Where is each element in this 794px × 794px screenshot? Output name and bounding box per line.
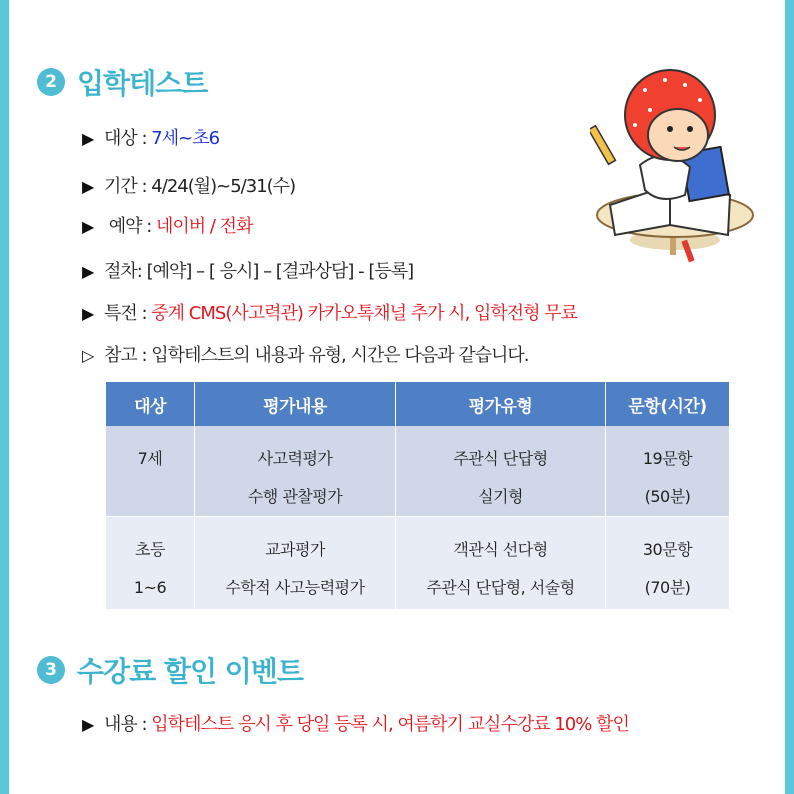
arrow-icon: ▶ [82, 262, 94, 281]
info-line-note [82, 341, 529, 367]
table-cell: 주관식 단답형 실기형 [396, 426, 606, 517]
line-label: 참고 : [104, 345, 152, 366]
line-value: [예약] – [ 응시] – [결과상담] - [등록] [146, 261, 414, 282]
table-cell: 사고력평가 수행 관찰평가 [195, 426, 396, 517]
info-line-reservation [82, 212, 252, 238]
info-line-period [82, 172, 295, 198]
table-cell: 30문항 (70분) [606, 517, 730, 610]
section-number-badge: 2 [37, 68, 65, 96]
line-label: 내용 : [104, 714, 152, 735]
info-line-target [82, 124, 219, 150]
event-detail-line [82, 710, 629, 736]
section-3-heading [37, 650, 303, 690]
line-label: 대상 : [104, 128, 152, 149]
line-label: 특전 : [104, 303, 152, 324]
arrow-icon: ▶ [82, 304, 94, 323]
table-cell: 19문항 (50분) [606, 426, 730, 517]
table-cell: 7세 [106, 426, 195, 517]
table-row [106, 517, 729, 610]
line-label: 예약 : [104, 216, 157, 237]
table-row [106, 426, 729, 517]
table-cell: 초등 1~6 [106, 517, 195, 610]
column-header: 문항(시간) [606, 382, 730, 426]
line-label: 기간 : [104, 176, 152, 197]
left-border-bar [0, 0, 9, 794]
line-value: 중계 CMS(사고력관) 카카오톡채널 추가 시, 입학전형 무료 [151, 303, 578, 324]
line-value: 4/24(월)~5/31(수) [151, 176, 296, 197]
test-info-table [106, 382, 729, 609]
section-2-heading [37, 62, 207, 102]
section-title: 입학테스트 [77, 67, 208, 100]
column-header: 평가내용 [195, 382, 396, 426]
arrow-icon: ▶ [82, 177, 94, 196]
arrow-icon: ▶ [82, 715, 94, 734]
right-border-bar [785, 0, 794, 794]
column-header: 대상 [106, 382, 195, 426]
arrow-icon: ▶ [82, 129, 94, 148]
table-cell: 객관식 선다형 주관식 단답형, 서술형 [396, 517, 606, 610]
line-value: 7세~초6 [151, 128, 220, 149]
info-line-benefit [82, 299, 577, 325]
line-value: 입학테스트 응시 후 당일 등록 시, 여름학기 교실수강료 10% 할인 [151, 714, 629, 735]
studying-child-illustration [590, 55, 760, 265]
hollow-arrow-icon: ▷ [82, 346, 94, 365]
table-header-row [106, 382, 729, 426]
line-value: 입학테스트의 내용과 유형, 시간은 다음과 같습니다. [151, 345, 529, 366]
line-value: 네이버 / 전화 [156, 216, 253, 237]
table-cell: 교과평가 수학적 사고능력평가 [195, 517, 396, 610]
section-title: 수강료 할인 이벤트 [77, 655, 303, 688]
arrow-icon: ▶ [82, 217, 94, 236]
line-label: 절차: [104, 261, 147, 282]
column-header: 평가유형 [396, 382, 606, 426]
section-number-badge: 3 [37, 656, 65, 684]
info-line-procedure [82, 257, 413, 283]
